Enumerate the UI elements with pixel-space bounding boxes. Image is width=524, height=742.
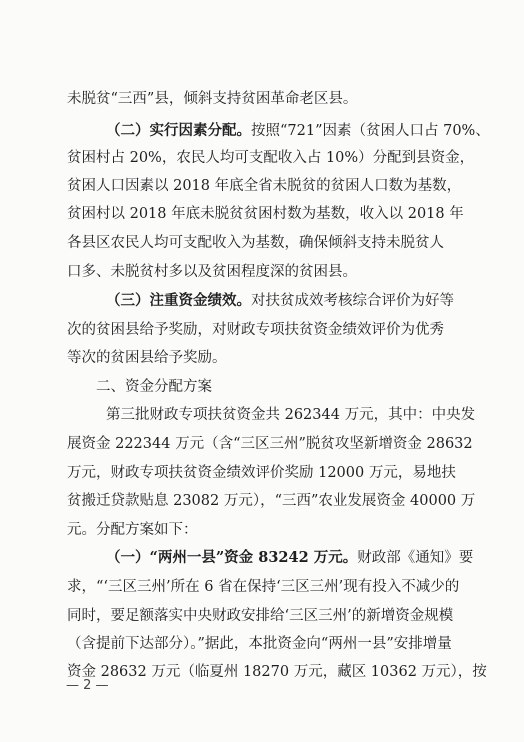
line-text: 同时，要足额落实中央财政安排给‘三区三州’的新增资金规模 — [67, 608, 454, 624]
paragraph-line — [67, 606, 453, 626]
paragraph-line — [67, 520, 198, 540]
line-text: 未脱贫“三西”县，倾斜支持贫困革命老区县。 — [67, 91, 358, 107]
paragraph-line — [67, 577, 459, 597]
line-text: 贫困人口因素以 2018 年底全省未脱贫的贫困人口数为基数， — [67, 178, 462, 194]
paragraph-line — [67, 148, 474, 168]
section-label: （一）“两州一县”资金 83242 万元。 — [106, 549, 358, 566]
line-text: 次的贫困县给予奖励，对财政专项扶贫资金绩效评价为优秀 — [67, 322, 444, 338]
line-text: 第三批财政专项扶贫资金共 262344 万元，其中：中央发 — [106, 407, 476, 423]
line-text: 财政部《通知》要 — [357, 550, 474, 566]
line-text: 各县区农民人均可支配收入为基数，确保倾斜支持未脱贫人 — [67, 235, 444, 251]
line-text: 求，“‘三区三州’所在 6 省在保持‘三区三州’现有投入不减少的 — [67, 579, 460, 595]
line-text: 万元，财政专项扶贫资金绩效评价奖励 12000 万元，易地扶 — [67, 465, 456, 481]
paragraph-line — [106, 405, 475, 425]
line-text: 贫搬迁贷款贴息 23082 万元），“三西”农业发展资金 40000 万 — [67, 493, 476, 509]
paragraph-line — [67, 463, 456, 483]
paragraph-line — [67, 176, 461, 196]
section-label: （二）实行因素分配。 — [106, 123, 251, 139]
line-text: 贫困村以 2018 年底未脱贫贫困村数为基数，收入以 2018 年 — [67, 206, 464, 222]
line-text: 口多、未脱贫村多以及贫困程度深的贫困县。 — [67, 264, 357, 280]
line-text: 等次的贫困县给予奖励。 — [67, 350, 227, 366]
line-text: 元。分配方案如下： — [67, 522, 198, 538]
paragraph-line — [106, 121, 490, 141]
paragraph-line — [67, 320, 444, 340]
line-text: 贫困村占 20%，农民人均可支配收入占 10%）分配到县资金， — [67, 150, 475, 166]
line-text: 按照“721”因素（贫困人口占 70%、 — [251, 123, 490, 139]
heading-text: 二、资金分配方案 — [96, 379, 212, 395]
paragraph-line — [67, 491, 475, 511]
paragraph-line — [67, 348, 227, 368]
paragraph-line — [67, 89, 357, 109]
line-text: 资金 28632 万元（临夏州 18270 万元，藏区 10362 万元），按 — [67, 664, 487, 680]
page-number: — 2 — — [66, 678, 109, 693]
paragraph-line — [106, 548, 473, 568]
paragraph-line — [67, 662, 487, 682]
paragraph-line — [67, 233, 444, 253]
paragraph-line — [67, 204, 464, 224]
section-heading — [96, 377, 212, 397]
section-label: （三）注重资金绩效。 — [106, 293, 251, 309]
paragraph-line — [106, 291, 454, 311]
paragraph-line — [67, 262, 357, 282]
line-text: 对扶贫成效考核综合评价为好等 — [251, 293, 454, 309]
paragraph-line — [67, 434, 473, 454]
line-text: （含提前下达部分）。”据此，本批资金向“两州一县”安排增量 — [67, 636, 452, 652]
paragraph-line — [67, 634, 452, 654]
line-text: 展资金 222344 万元（含“三区三州”脱贫攻坚新增资金 28632 — [67, 436, 473, 452]
